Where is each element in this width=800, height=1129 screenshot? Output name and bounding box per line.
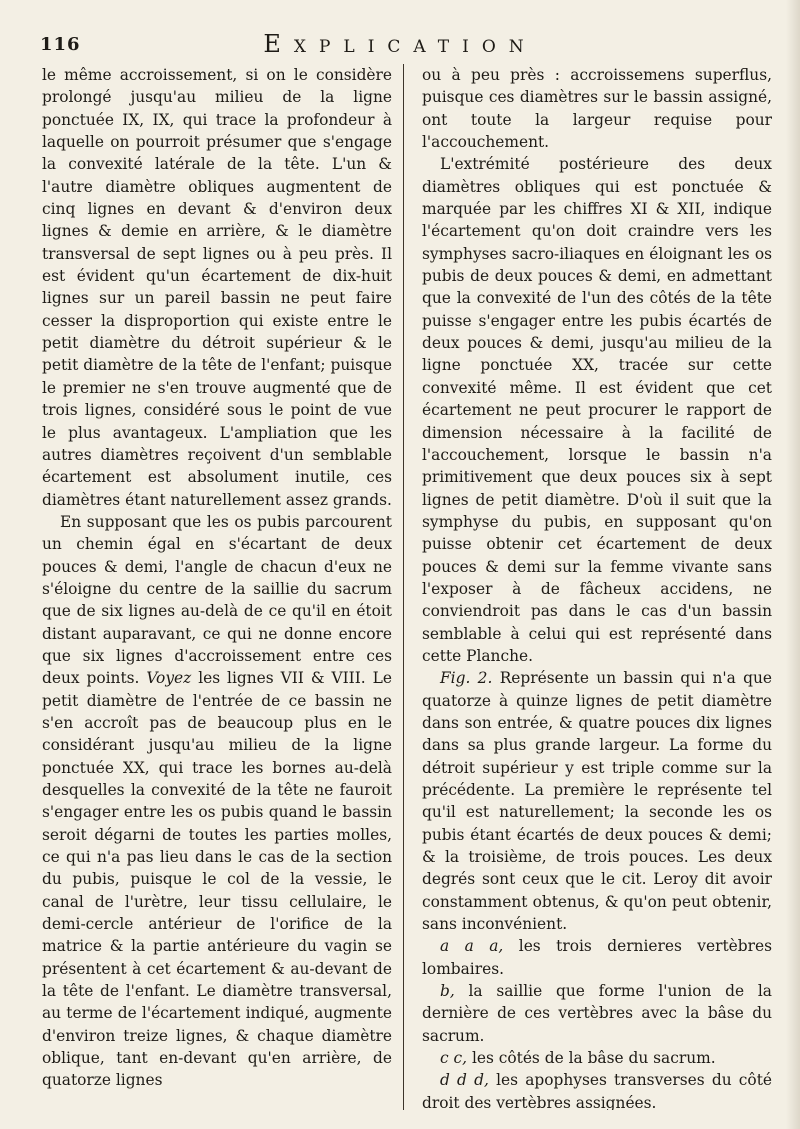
legend-b — [422, 980, 772, 1047]
legend-aaa — [422, 935, 772, 980]
left-paragraph-2-text: En supposant que les os pubis parcourent un chemin égal en s'écartant de deux pouces & demi, l'angle de chacun d'eux ne s'éloigne du centre de la saillie du sacrum que de six lignes au-delà de ce qu'il en étoit distant auparavant, ce qui ne donne encore que six lignes d'accroissement entre ces deux points. — [42, 512, 392, 688]
legend-cc-label: c c, — [440, 1049, 468, 1068]
legend-aaa-label: a a a, — [440, 937, 504, 956]
legend-cc-text: les côtés de la bâse du sacrum. — [471, 1049, 716, 1068]
figure-2-label: Fig. 2. — [440, 669, 493, 688]
figure-2-description — [422, 667, 772, 935]
right-paragraph-1: ou à peu près : accroissemens superflus, puisque ces diamètres sur le bassin assigné, ont toute la largeur requise pour l'accouchement. — [422, 66, 772, 152]
column-divider — [403, 64, 404, 1110]
page-edge-shadow — [786, 0, 800, 1129]
left-paragraph-1: le même accroissement, si on le considère prolongé jusqu'au milieu de la ligne ponctuée IX, IX, qui trace la profondeur à laquelle on pourroit présumer que s'engage la convexité latérale de la tête. L'un & l'autre diamètre obliques augmentent de cinq lignes en devant & d'environ deux lignes & demie en arrière, & le diamètre transversal de sept lignes ou à peu près. Il est évident qu'un écartement de dix-huit lignes sur un pareil bassin ne peut faire cesser la disproportion qui existe entre le petit diamètre du détroit supérieur & le petit diamètre de la tête de l'enfant; puisque le premier ne s'en trouve augmenté que de trois lignes, considéré sous le point de vue le plus avantageux. L'ampliation que les autres diamètres reçoivent d'un semblable écartement est absolument inutile, ces diamètres étant naturellement assez grands. — [42, 66, 392, 509]
right-paragraph-2: L'extrémité postérieure des deux diamètres obliques qui est ponctuée & marquée par les chiffres XI & XII, indique l'écartement qu'on doit craindre vers les symphyses sacro-iliaques en éloignant les os pubis de deux pouces & demi, en admettant que la convexité de l'un des côtés de la tête puisse s'engager entre les pubis écartés de deux pouces & demi, jusqu'au milieu de la ligne ponctuée XX, tracée sur cette convexité même. Il est évident que cet écartement ne peut procurer le rapport de dimension nécessaire à la facilité de l'accouchement, lorsque le bassin n'a primitivement que deux pouces six à sept lignes de petit diamètre. D'où il suit que la symphyse du pubis, en supposant qu'on puisse obtenir cet écartement de deux pouces & demi sur la femme vivante sans l'exposer à de fâcheux accidens, ne conviendroit pas dans le cas d'un bassin semblable à celui qui est représenté dans cette Planche. — [422, 155, 772, 665]
legend-ddd — [422, 1069, 772, 1110]
left-paragraph-2 — [42, 511, 392, 1092]
legend-aaa-text: les trois dernieres vertèbres lombaires. — [422, 937, 772, 978]
legend-ddd-label: d d d, — [440, 1071, 489, 1090]
left-column — [42, 64, 392, 1110]
running-title: Explication — [263, 30, 537, 58]
page-header — [40, 30, 760, 64]
legend-cc — [422, 1047, 772, 1069]
voyez-reference: Voyez — [146, 669, 192, 688]
legend-b-label: b, — [440, 982, 455, 1001]
right-column — [422, 64, 772, 1110]
left-paragraph-2-rest: les lignes VII & VIII. Le petit diamètre de l'entrée de ce bassin ne s'en accroît pas de beaucoup plus en le considérant jusqu'au milieu de la ligne ponctuée XX, qui trace les bornes au-delà desquelles la convexité de la tête ne fauroit s'engager entre les os pubis quand le bassin seroit dégarni de toutes les parties molles, ce qui n'a pas lieu dans le cas de la section du pubis, puisque le col de la vessie, le canal de l'urètre, leur tissu cellulaire, le demi-cercle antérieur de l'orifice de la matrice & la partie antérieure du vagin se présentent à cet écartement & au-devant de la tête de l'enfant. Le diamètre transversal, au terme de l'écartement indiqué, augmente d'environ treize lignes, & chaque diamètre oblique, tant en-devant qu'en arrière, de quatorze lignes — [42, 669, 392, 1090]
page-number: 116 — [40, 34, 81, 55]
figure-2-text: Représente un bassin qui n'a que quatorze à quinze lignes de petit diamètre dans son entrée, & quatre pouces dix lignes dans sa plus grande largeur. La forme du détroit supérieur y est triple comme sur la précédente. La première le représente tel qu'il est naturellement; la seconde les os pubis étant écartés de deux pouces & demi; & la troisième, de trois pouces. Les deux degrés sont ceux que le cit. Leroy dit avoir constamment obtenus, & qu'on peut obtenir, sans inconvénient. — [422, 669, 772, 934]
legend-ddd-text: les apophyses transverses du côté droit des vertèbres assignées. — [422, 1071, 772, 1110]
legend-b-text: la saillie que forme l'union de la dernière de ces vertèbres avec la bâse du sacrum. — [422, 982, 772, 1045]
